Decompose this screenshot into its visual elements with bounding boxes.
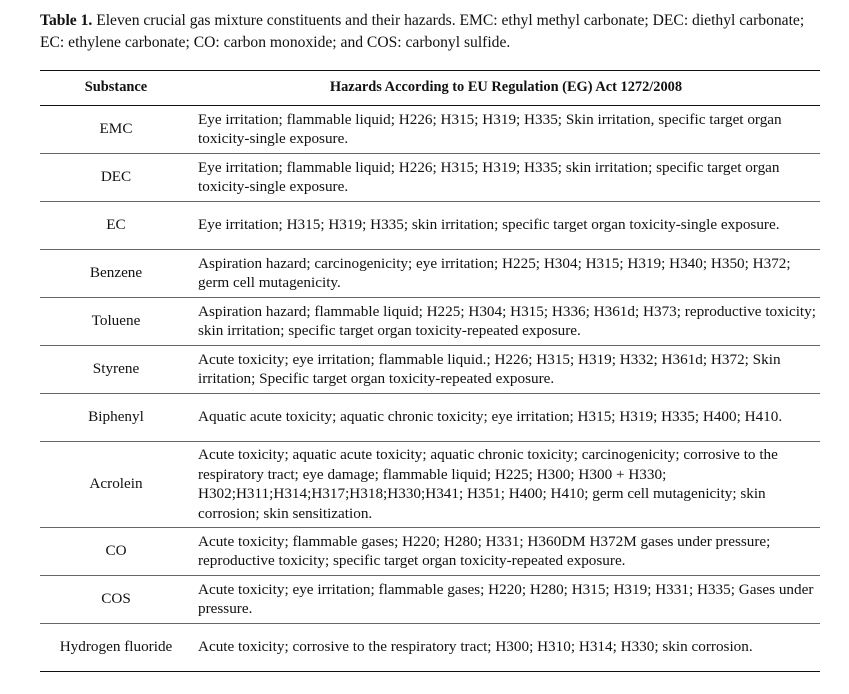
substance-cell: Toluene (40, 298, 192, 346)
substance-cell: Benzene (40, 250, 192, 298)
hazards-cell: Acute toxicity; corrosive to the respiratory tract; H300; H310; H314; H330; skin corrosion. (192, 624, 820, 672)
table-row (40, 250, 820, 298)
substance-cell: COS (40, 576, 192, 624)
caption-text: Eleven crucial gas mixture constituents and their hazards. EMC: ethyl methyl carbonate; DEC: diethyl carbonate; EC: ethylene carbonate; CO: carbon monoxide; and COS: carbonyl sulfide. (40, 12, 805, 51)
table-row (40, 442, 820, 528)
table-row (40, 202, 820, 250)
table-row (40, 346, 820, 394)
hazards-cell: Acute toxicity; eye irritation; flammable liquid.; H226; H315; H319; H332; H361d; H372; Skin irritation; Specific target organ toxicity-repeated exposure. (192, 346, 820, 394)
header-row (40, 71, 820, 106)
hazards-cell: Aspiration hazard; carcinogenicity; eye irritation; H225; H304; H315; H319; H340; H350; H372; germ cell mutagenicity. (192, 250, 820, 298)
substance-cell: Styrene (40, 346, 192, 394)
table-row (40, 394, 820, 442)
substance-cell: CO (40, 528, 192, 576)
table-row (40, 298, 820, 346)
hazards-cell: Aquatic acute toxicity; aquatic chronic toxicity; eye irritation; H315; H319; H335; H400; H410. (192, 394, 820, 442)
table-row (40, 154, 820, 202)
hazards-cell: Eye irritation; flammable liquid; H226; H315; H319; H335; Skin irritation, specific target organ toxicity-single exposure. (192, 106, 820, 154)
substance-cell: DEC (40, 154, 192, 202)
header-hazards: Hazards According to EU Regulation (EG) Act 1272/2008 (192, 71, 820, 106)
table-row (40, 528, 820, 576)
substance-cell: Biphenyl (40, 394, 192, 442)
table-row (40, 106, 820, 154)
hazards-table (40, 70, 820, 672)
caption-label: Table 1. (40, 12, 93, 29)
substance-cell: EC (40, 202, 192, 250)
table-caption (40, 10, 827, 54)
hazards-cell: Aspiration hazard; flammable liquid; H225; H304; H315; H336; H361d; H373; reproductive toxicity; skin irritation; specific target organ toxicity-repeated exposure. (192, 298, 820, 346)
hazards-cell: Eye irritation; H315; H319; H335; skin irritation; specific target organ toxicity-single exposure. (192, 202, 820, 250)
substance-cell: EMC (40, 106, 192, 154)
hazards-cell: Acute toxicity; aquatic acute toxicity; aquatic chronic toxicity; carcinogenicity; corrosive to the respiratory tract; eye damage; flammable liquid; H225; H300; H300 + H330; H302;H311;H314;H317;H318;H330;H341; H351; H400; H410; germ cell mutagenicity; skin corrosion; skin sensitization. (192, 442, 820, 528)
hazards-cell: Eye irritation; flammable liquid; H226; H315; H319; H335; skin irritation; specific target organ toxicity-single exposure. (192, 154, 820, 202)
table-row (40, 576, 820, 624)
header-substance: Substance (40, 71, 192, 106)
hazards-cell: Acute toxicity; eye irritation; flammable gases; H220; H280; H315; H319; H331; H335; Gases under pressure. (192, 576, 820, 624)
substance-cell: Acrolein (40, 442, 192, 528)
substance-cell: Hydrogen fluoride (40, 624, 192, 672)
table-row (40, 624, 820, 672)
hazards-cell: Acute toxicity; flammable gases; H220; H280; H331; H360DM H372M gases under pressure; reproductive toxicity; specific target organ toxicity-repeated exposure. (192, 528, 820, 576)
